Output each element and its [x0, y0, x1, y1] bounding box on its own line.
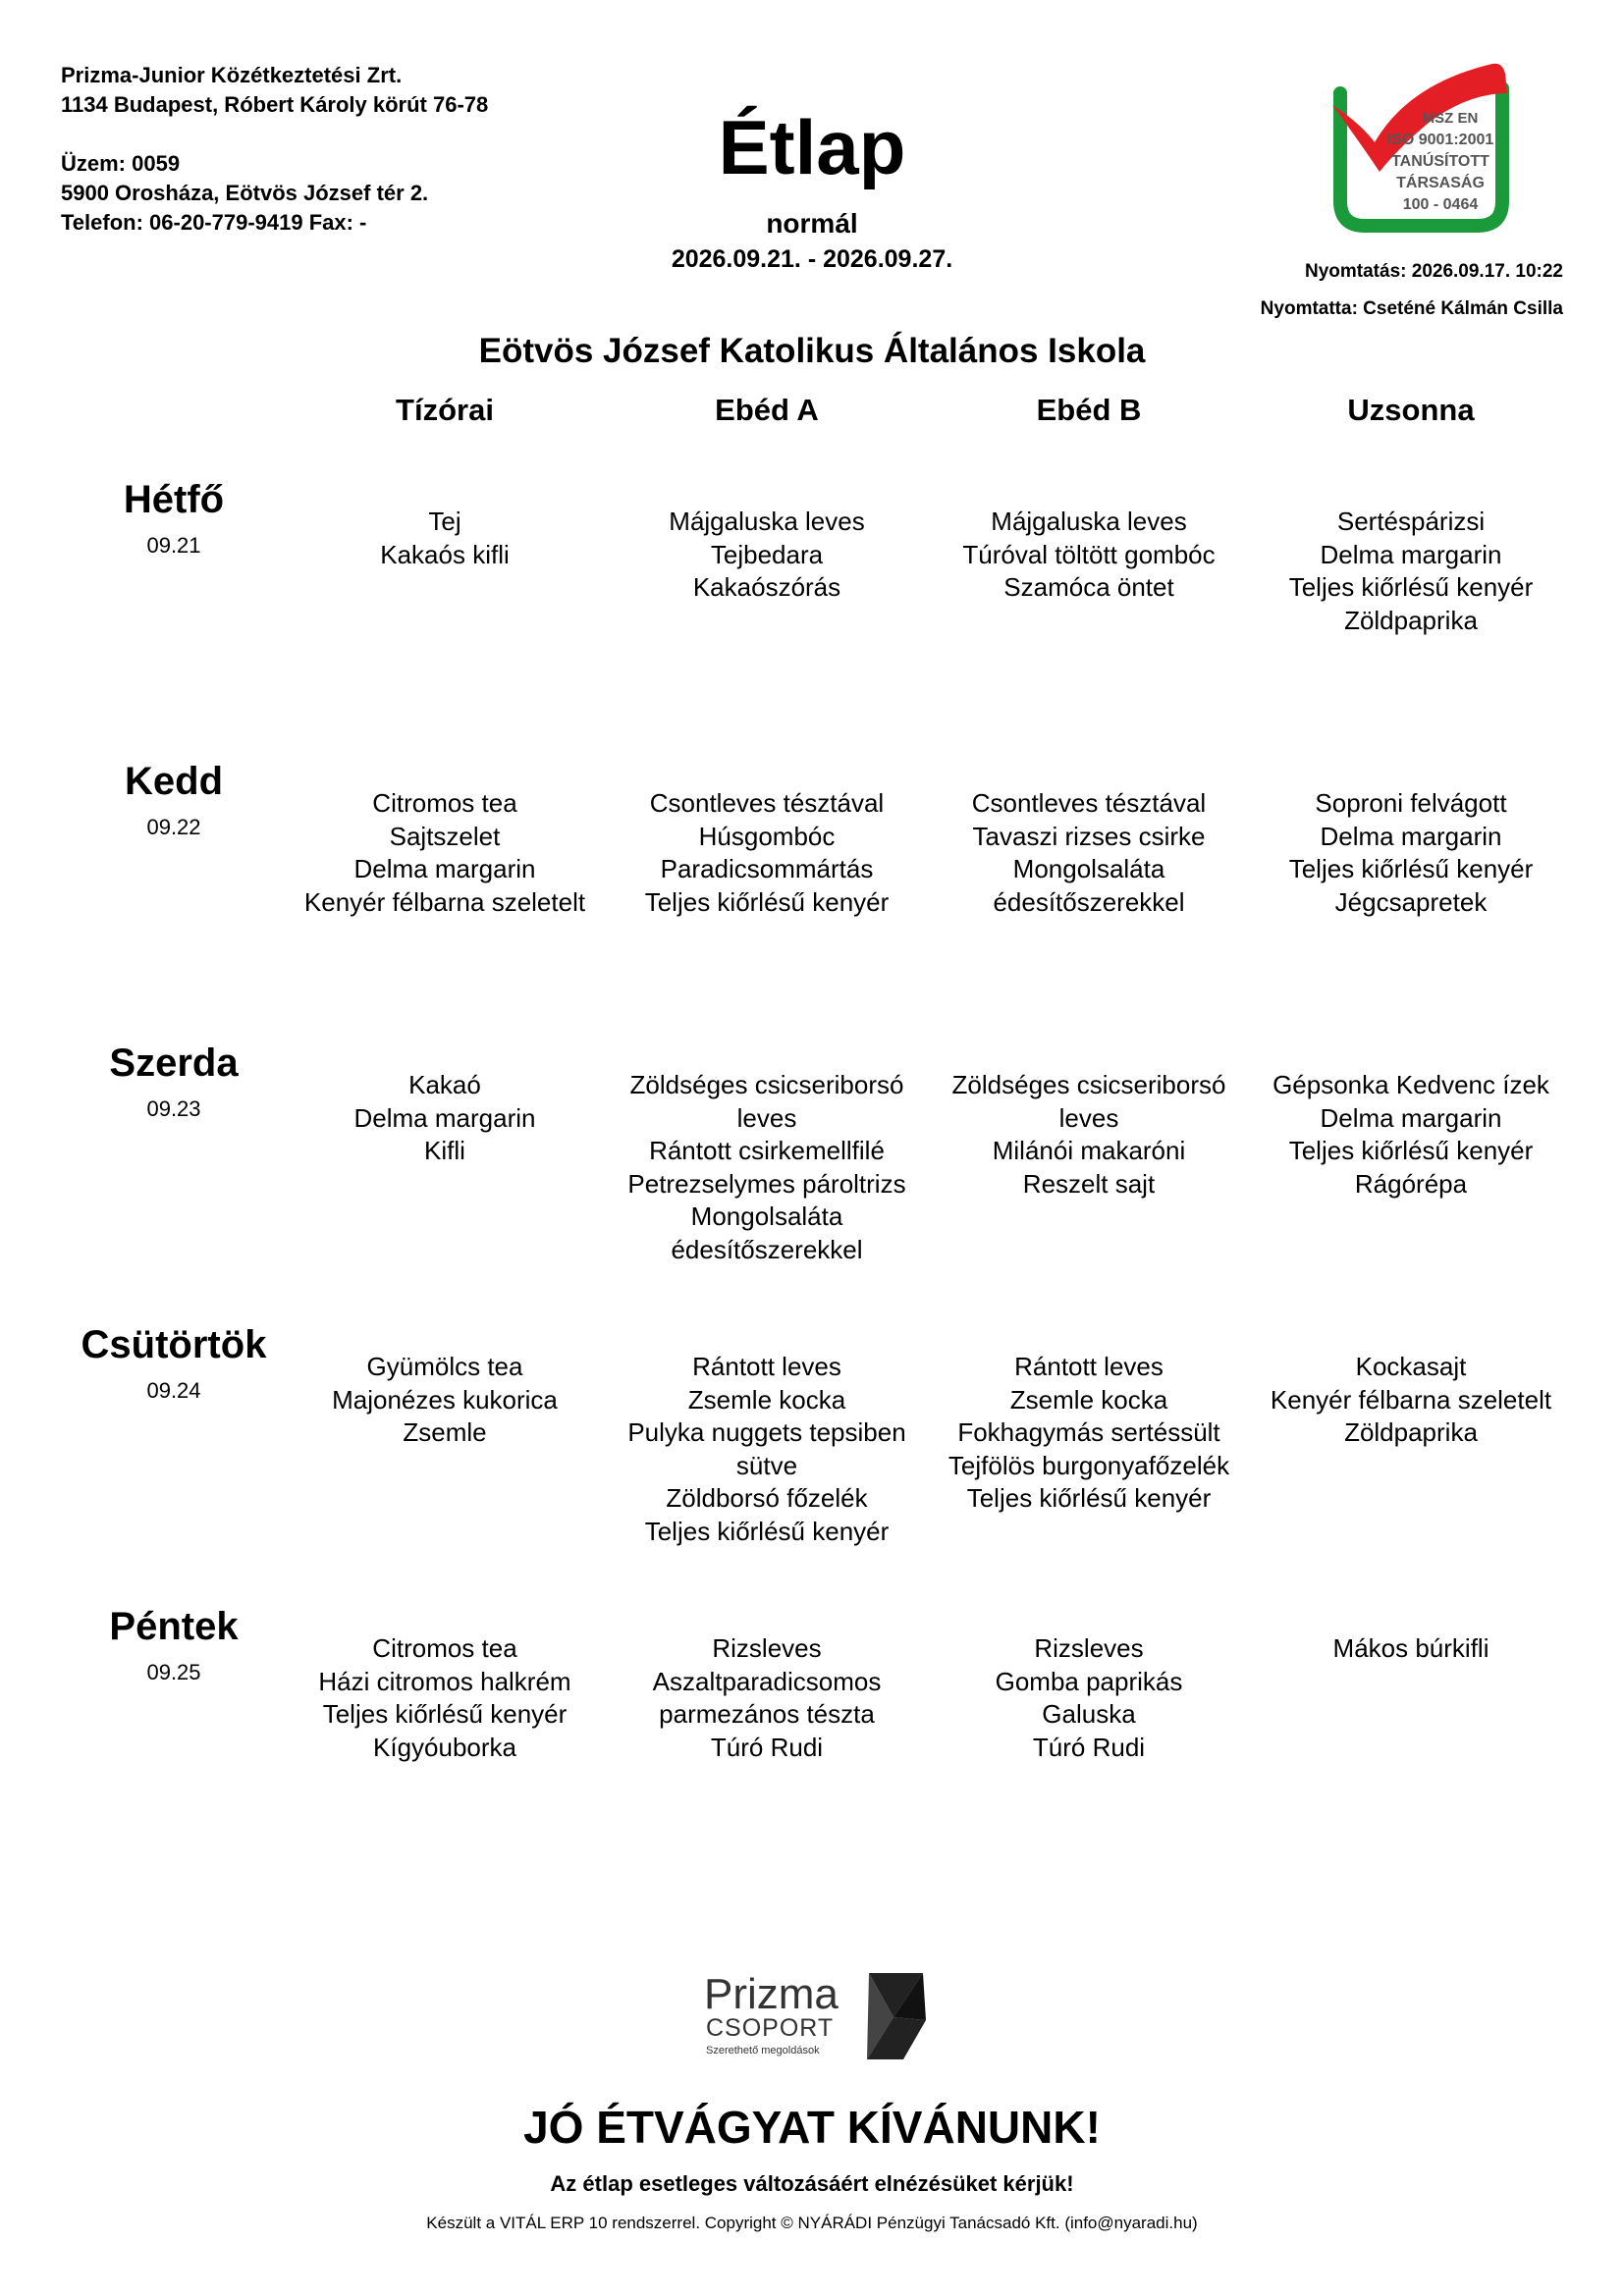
day-label: [56, 1040, 292, 1122]
day-name: Péntek: [109, 1605, 239, 1648]
cert-line-4: TÁRSASÁG: [1396, 175, 1485, 191]
cert-line-3: TANÚSÍTOTT: [1391, 153, 1489, 170]
menu-variant: normál: [766, 208, 858, 239]
meal-item: Gomba paprikás: [995, 1666, 1183, 1696]
day-date: 09.25: [146, 1660, 201, 1684]
day-name: Csütörtök: [81, 1323, 267, 1366]
meal-item: Teljes kiőrlésű kenyér: [1288, 572, 1534, 602]
meal-cell: [932, 506, 1246, 605]
meal-cell: [288, 787, 602, 919]
meal-cell: [610, 787, 924, 919]
company-address: 1134 Budapest, Róbert Károly körút 76-78: [61, 92, 489, 117]
meal-item: Majonézes kukorica: [332, 1384, 558, 1415]
meal-item: Rágórépa: [1354, 1168, 1468, 1199]
meal-item: Zöldséges csicseriborsó: [951, 1070, 1226, 1099]
brand-name: Prizma: [704, 1970, 839, 2018]
meal-item: Májgaluska leves: [669, 507, 865, 536]
meal-item: Zöldpaprika: [1344, 1417, 1478, 1447]
meal-item: Aszaltparadicsomos: [652, 1666, 882, 1696]
day-date: 09.22: [146, 815, 201, 839]
meal-item: Szamóca öntet: [1003, 572, 1174, 602]
meal-cell: [610, 506, 924, 605]
meal-cell: [932, 1351, 1246, 1516]
meal-item: Teljes kiőrlésű kenyér: [644, 1516, 890, 1546]
meal-cell: [610, 1632, 924, 1764]
footer-copyright: Készült a VITÁL ERP 10 rendszerrel. Copyright © NYÁRÁDI Pénzügyi Tanácsadó Kft. (info@nyaradi.hu): [426, 2214, 1198, 2232]
meal-item: Tavaszi rizses csirke: [972, 821, 1206, 851]
meal-item: Túró Rudi: [710, 1732, 824, 1762]
meal-item: Sajtszelet: [389, 821, 501, 851]
meal-item: Zsemle: [403, 1417, 487, 1447]
meal-cell: [1254, 787, 1568, 919]
meal-item: Soproni felvágott: [1315, 788, 1507, 818]
meal-item: Kenyér félbarna szeletelt: [1270, 1384, 1552, 1415]
meal-item: Pulyka nuggets tepsiben: [627, 1417, 906, 1447]
meal-item: Házi citromos halkrém: [318, 1666, 571, 1696]
meal-item: Reszelt sajt: [1022, 1168, 1156, 1199]
column-header-ebed-b: Ebéd B: [1036, 393, 1142, 427]
meal-item: Májgaluska leves: [991, 507, 1187, 536]
cert-line-5: 100 - 0464: [1402, 196, 1479, 213]
printed-at: Nyomtatás: 2026.09.17. 10:22: [1305, 261, 1563, 282]
meal-item: édesítőszerekkel: [671, 1234, 863, 1264]
meal-item: Rántott csirkemellfilé: [649, 1136, 885, 1165]
meal-cell: [932, 787, 1246, 919]
meal-item: Delma margarin: [1320, 1102, 1502, 1133]
day-name: Kedd: [125, 760, 223, 803]
company-name: Prizma-Junior Közétkeztetési Zrt.: [61, 63, 403, 87]
meal-item: leves: [736, 1102, 797, 1133]
page-title: Étlap: [718, 104, 906, 190]
meal-item: Teljes kiőrlésű kenyér: [322, 1699, 568, 1729]
meal-item: Paradicsommártás: [660, 854, 874, 883]
brand-tagline: Szerethető megoldások: [706, 2045, 820, 2056]
meal-item: Fokhagymás sertéssült: [957, 1417, 1220, 1447]
meal-item: Kenyér félbarna szeletelt: [303, 886, 586, 917]
meal-item: Rizsleves: [1034, 1633, 1144, 1663]
day-label: [56, 1321, 292, 1404]
meal-item: Rántott leves: [1014, 1352, 1164, 1381]
day-label: [56, 1603, 292, 1685]
meal-item: sütve: [735, 1450, 798, 1480]
meal-item: Csontleves tésztával: [649, 788, 885, 818]
meal-item: Zöldborsó főzelék: [666, 1483, 868, 1513]
meal-item: Milánói makaróni: [992, 1136, 1186, 1165]
meal-item: Citromos tea: [372, 1633, 517, 1663]
meal-cell: [610, 1069, 924, 1266]
meal-item: leves: [1058, 1102, 1119, 1133]
brand-sub: CSOPORT: [706, 2014, 835, 2042]
day-date: 09.23: [146, 1096, 201, 1121]
meal-item: Mákos búrkifli: [1332, 1633, 1489, 1663]
meal-item: Zsemle kocka: [687, 1384, 846, 1415]
meal-item: Rizsleves: [712, 1633, 822, 1663]
meal-cell: [288, 1632, 602, 1764]
meal-item: Delma margarin: [1320, 821, 1502, 851]
meal-item: Teljes kiőrlésű kenyér: [1288, 854, 1534, 883]
column-header-ebed-a: Ebéd A: [715, 393, 819, 427]
printed-by: Nyomtatta: Cseténé Kálmán Csilla: [1260, 298, 1563, 319]
meal-cell: [610, 1351, 924, 1548]
meal-item: Tejfölös burgonyafőzelék: [947, 1450, 1230, 1480]
date-range: 2026.09.21. - 2026.09.27.: [671, 245, 953, 273]
cert-line-2: ISO 9001:2001: [1386, 132, 1494, 148]
day-label: [56, 758, 292, 840]
meal-item: Teljes kiőrlésű kenyér: [1288, 1136, 1534, 1165]
apology-note: Az étlap esetleges változásáért elnézésüket kérjük!: [550, 2171, 1074, 2196]
meal-item: Delma margarin: [353, 1102, 536, 1133]
meal-item: Delma margarin: [353, 854, 536, 883]
meal-item: Citromos tea: [372, 788, 517, 818]
print-info: [1261, 253, 1563, 328]
meal-item: édesítőszerekkel: [993, 886, 1185, 917]
day-name: Szerda: [109, 1041, 239, 1085]
meal-item: Túróval töltött gombóc: [962, 539, 1216, 569]
meal-item: Sertéspárizsi: [1336, 507, 1486, 536]
day-name: Hétfő: [123, 478, 225, 521]
meal-item: Petrezselymes pároltrizs: [627, 1168, 906, 1199]
meal-item: Gépsonka Kedvenc ízek: [1272, 1070, 1549, 1099]
meal-item: Gyümölcs tea: [366, 1352, 523, 1381]
meal-item: Zöldséges csicseriborsó: [629, 1070, 904, 1099]
meal-cell: [288, 506, 602, 571]
meal-item: Zöldpaprika: [1344, 605, 1478, 635]
meal-cell: [1254, 1069, 1568, 1201]
meal-item: Tejbedara: [710, 539, 824, 569]
meal-cell: [932, 1069, 1246, 1201]
school-name: Eötvös József Katolikus Általános Iskola: [478, 332, 1146, 370]
meal-item: Kifli: [424, 1136, 465, 1165]
meal-item: Jégcsapretek: [1334, 886, 1488, 917]
closing-message: JÓ ÉTVÁGYAT KÍVÁNUNK!: [523, 2102, 1101, 2153]
prizma-logo: [702, 1963, 928, 2061]
meal-item: Delma margarin: [1320, 539, 1502, 569]
meal-item: Túró Rudi: [1032, 1732, 1146, 1762]
meal-item: Mongolsaláta: [690, 1201, 843, 1231]
meal-cell: [1254, 1351, 1568, 1450]
plant-id: Üzem: 0059: [61, 151, 181, 176]
meal-item: Rántott leves: [692, 1352, 841, 1381]
meal-cell: [288, 1069, 602, 1168]
meal-item: Kakaószórás: [692, 572, 841, 602]
day-label: [56, 476, 292, 559]
meal-item: Csontleves tésztával: [971, 788, 1207, 818]
meal-cell: [1254, 506, 1568, 637]
day-date: 09.24: [146, 1378, 201, 1403]
meal-item: Húsgombóc: [698, 821, 836, 851]
meal-item: Teljes kiőrlésű kenyér: [644, 886, 890, 917]
day-date: 09.21: [146, 533, 201, 558]
meal-item: parmezános tészta: [659, 1699, 875, 1729]
iso-certification-logo: [1321, 54, 1517, 250]
plant-phone: Telefon: 06-20-779-9419 Fax: -: [61, 210, 367, 235]
meal-item: Kakaós kifli: [380, 539, 510, 569]
meal-item: Kígyóuborka: [373, 1732, 516, 1762]
meal-item: Teljes kiőrlésű kenyér: [966, 1483, 1212, 1513]
meal-item: Kockasajt: [1355, 1352, 1467, 1381]
cert-line-1: MSZ EN: [1422, 110, 1479, 127]
meal-item: Tej: [428, 507, 461, 536]
meal-item: Mongolsaláta: [1012, 854, 1165, 883]
meal-cell: [1254, 1632, 1568, 1666]
plant-address: 5900 Orosháza, Eötvös József tér 2.: [61, 181, 429, 205]
column-header-uzsonna: Uzsonna: [1347, 393, 1475, 427]
meal-cell: [932, 1632, 1246, 1764]
meal-item: Zsemle kocka: [1009, 1384, 1168, 1415]
meal-item: Galuska: [1042, 1699, 1136, 1729]
meal-cell: [288, 1351, 602, 1450]
column-header-tizorai: Tízórai: [396, 393, 494, 427]
meal-item: Kakaó: [408, 1070, 481, 1099]
